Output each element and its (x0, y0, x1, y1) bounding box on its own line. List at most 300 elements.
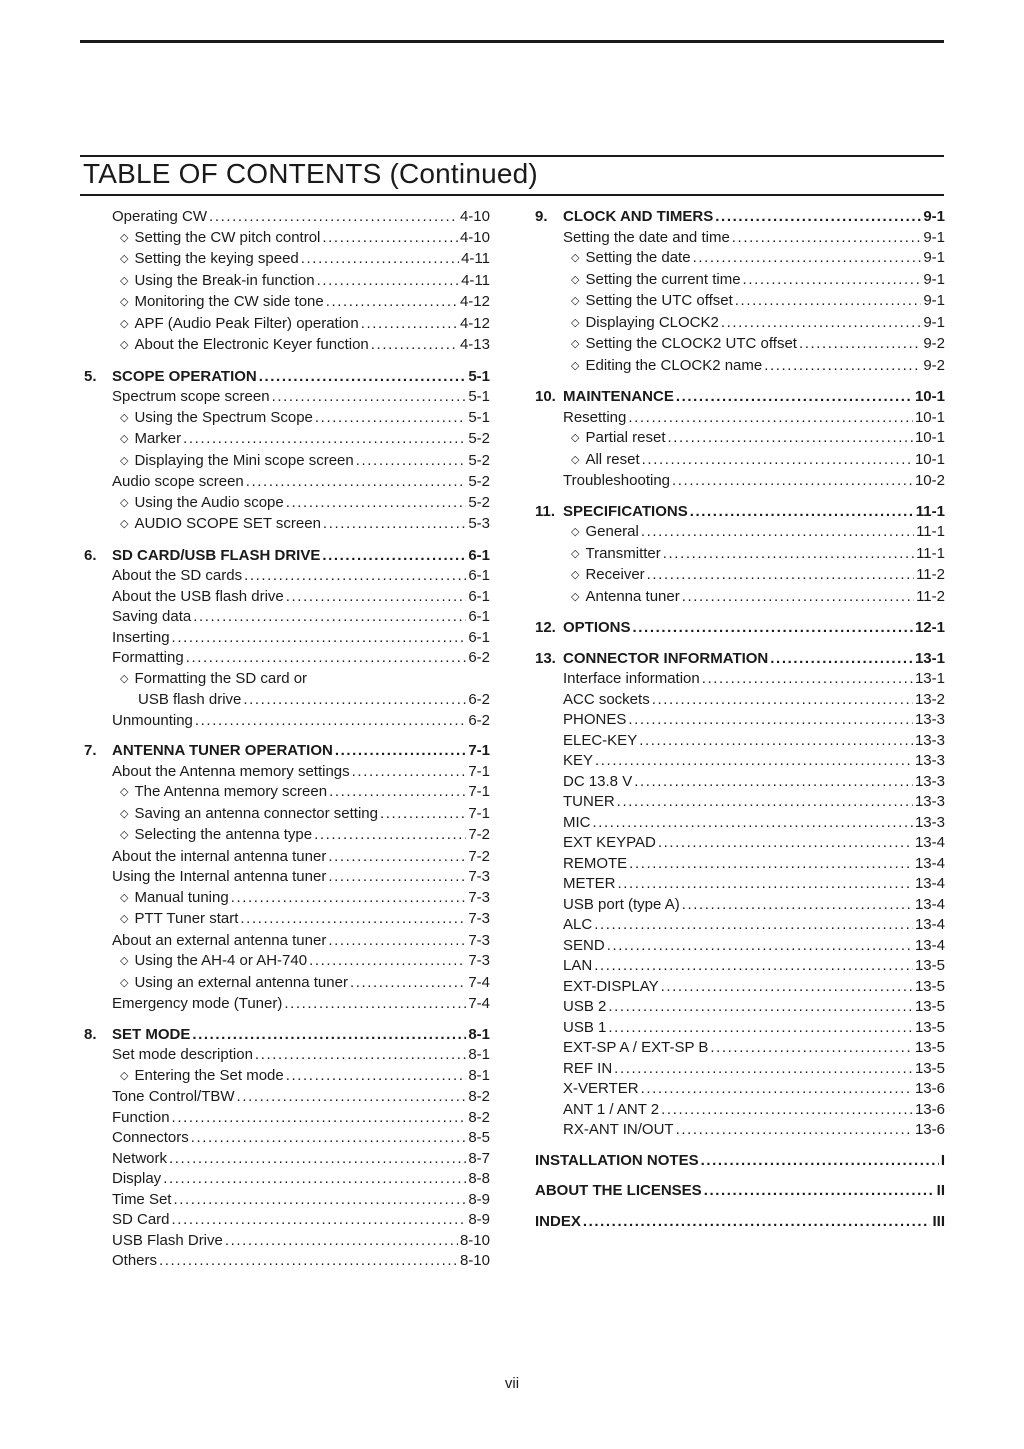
toc-entry-label: RX-ANT IN/OUT (563, 1121, 674, 1138)
toc-page-number: 6-1 (468, 567, 490, 584)
diamond-icon: ◇ (120, 433, 129, 445)
dot-leader (326, 292, 458, 313)
toc-entry (535, 334, 945, 356)
toc-columns (84, 207, 945, 1272)
toc-page-number: 13-4 (914, 834, 945, 851)
toc-page-number: 11-1 (916, 544, 945, 562)
dot-leader (583, 1212, 931, 1233)
top-rule (80, 40, 944, 43)
toc-entry (84, 762, 490, 783)
diamond-icon: ◇ (571, 338, 580, 350)
toc-page-number: 7-4 (468, 995, 490, 1012)
toc-entry (84, 1149, 490, 1170)
toc-entry (84, 292, 490, 314)
toc-entry (535, 1059, 945, 1080)
toc-entry (84, 648, 490, 669)
toc-entry (535, 248, 945, 270)
toc-page-number: 4-11 (461, 250, 490, 267)
toc-entry-label: About an external antenna tuner (112, 931, 327, 949)
dot-leader (255, 1045, 466, 1066)
dot-leader (315, 408, 466, 429)
diamond-icon: ◇ (120, 317, 129, 330)
dot-leader (641, 522, 914, 543)
toc-entry (84, 607, 490, 628)
dot-leader (690, 502, 914, 523)
toc-entry (535, 690, 945, 711)
toc-page-number: 8-2 (468, 1108, 490, 1126)
dot-leader (328, 867, 466, 888)
toc-entry (535, 792, 945, 813)
dot-leader (193, 607, 466, 628)
toc-entry (535, 1038, 945, 1059)
toc-page-number: 7-1 (468, 762, 490, 780)
page-title: TABLE OF CONTENTS (Continued) (83, 158, 538, 189)
diamond-icon: ◇ (120, 829, 129, 841)
dot-leader (633, 618, 913, 639)
dot-leader (286, 1066, 467, 1087)
toc-page-number: 4-13 (459, 336, 490, 353)
toc-page-number: 13-6 (914, 1121, 945, 1138)
dot-leader (317, 271, 460, 292)
diamond-icon: ◇ (120, 955, 129, 967)
toc-entry-label: Manual tuning (134, 888, 229, 906)
toc-entry (84, 1210, 490, 1231)
dot-leader (237, 1087, 467, 1108)
dot-leader (371, 335, 458, 356)
toc-entry (84, 1066, 490, 1088)
toc-entry (84, 493, 490, 515)
dot-leader (225, 1231, 458, 1252)
toc-entry-label: MAINTENANCE (563, 388, 674, 405)
toc-entry-label: ELEC-KEY (563, 731, 638, 749)
toc-entry-label: Audio scope screen (112, 473, 244, 490)
toc-page-number: 9-2 (923, 335, 945, 352)
toc-entry (535, 356, 945, 378)
toc-page-number: 5-2 (468, 451, 490, 469)
toc-page-number: 9-1 (923, 208, 945, 225)
toc-page-number: 8-5 (468, 1129, 490, 1146)
toc-entry-label: EXT KEYPAD (563, 834, 656, 851)
toc-entry (84, 472, 490, 493)
dot-leader (710, 1038, 913, 1059)
dot-leader (352, 762, 467, 783)
dot-leader (595, 751, 913, 772)
dot-leader (286, 587, 467, 608)
dot-leader (172, 628, 467, 649)
diamond-icon: ◇ (571, 569, 580, 581)
toc-entry (84, 1251, 490, 1272)
toc-appendix-entry (535, 1212, 945, 1233)
toc-entry (84, 1190, 490, 1211)
dot-leader (652, 690, 913, 711)
dot-leader (163, 1169, 466, 1190)
toc-page-number: 5-1 (468, 388, 490, 405)
toc-entry (535, 228, 945, 249)
dot-leader (183, 429, 466, 450)
toc-entry-label: SEND (563, 936, 605, 954)
toc-page-number: 4-10 (459, 228, 490, 246)
diamond-icon: ◇ (571, 252, 580, 264)
toc-entry-label: Using the Internal antenna tuner (112, 868, 327, 885)
toc-page-number: 5-1 (468, 408, 490, 426)
toc-entry (84, 271, 490, 293)
toc-entry (535, 772, 945, 793)
toc-entry (84, 973, 490, 995)
toc-entry (535, 565, 945, 587)
toc-entry (84, 566, 490, 587)
toc-entry (84, 847, 490, 868)
toc-entry-label: Setting the current time (585, 270, 741, 288)
toc-page-number: 13-4 (914, 936, 945, 954)
diamond-icon: ◇ (120, 786, 129, 798)
diamond-icon: ◇ (120, 231, 129, 244)
toc-page-number: 9-1 (923, 292, 945, 309)
toc-entry-label: SPECIFICATIONS (563, 502, 688, 520)
dot-leader (159, 1251, 458, 1272)
toc-entry (535, 731, 945, 752)
toc-entry (84, 1108, 490, 1129)
diamond-icon: ◇ (120, 518, 129, 530)
dot-leader (186, 648, 467, 669)
toc-page-number: 6-1 (468, 587, 490, 605)
chapter-number: 9. (535, 208, 548, 225)
diamond-icon: ◇ (120, 411, 129, 424)
dot-leader (608, 997, 913, 1018)
dot-leader (172, 1210, 467, 1231)
dot-leader (639, 731, 913, 752)
toc-page-number: 8-9 (468, 1190, 490, 1208)
dot-leader (799, 334, 921, 355)
toc-entry (535, 936, 945, 957)
toc-page-number: 4-10 (459, 208, 490, 225)
diamond-icon: ◇ (120, 253, 129, 265)
toc-entry (535, 522, 945, 544)
diamond-icon: ◇ (571, 590, 580, 603)
toc-entry (535, 895, 945, 916)
toc-entry-label: General (585, 523, 639, 540)
dot-leader (314, 825, 466, 846)
toc-page-number: 13-3 (914, 752, 945, 769)
toc-entry (535, 544, 945, 566)
toc-entry-label: USB Flash Drive (112, 1231, 223, 1249)
dot-leader (735, 291, 922, 312)
diamond-icon: ◇ (120, 274, 129, 287)
toc-page-number: 8-9 (468, 1211, 490, 1228)
toc-page-number: 9-1 (923, 313, 945, 331)
toc-page-number: 13-3 (914, 793, 945, 810)
toc-entry-label: SCOPE OPERATION (112, 367, 257, 385)
toc-page-number: 13-4 (914, 854, 945, 872)
toc-page-number: 10-1 (914, 429, 945, 446)
toc-page-number: 5-2 (468, 493, 490, 511)
dot-leader (658, 833, 913, 854)
toc-entry-label: USB 2 (563, 998, 607, 1015)
dot-leader (661, 977, 913, 998)
toc-page-number: 7-3 (468, 910, 490, 927)
dot-leader (195, 711, 466, 732)
toc-entry (84, 1128, 490, 1149)
toc-chapter-entry (84, 1025, 490, 1046)
toc-page-number: 13-4 (914, 916, 945, 933)
chapter-number: 8. (84, 1025, 97, 1043)
toc-entry (535, 587, 945, 609)
dot-leader (243, 690, 466, 711)
toc-appendix-entry (535, 1151, 945, 1172)
toc-entry-label: X-VERTER (563, 1080, 639, 1097)
toc-entry-label: Receiver (585, 566, 645, 583)
dot-leader (173, 1190, 466, 1211)
toc-page-number: 4-12 (459, 293, 490, 310)
toc-entry (535, 874, 945, 895)
toc-entry (84, 314, 490, 336)
toc-page-number: 13-5 (914, 1018, 945, 1036)
toc-entry-label: Function (112, 1108, 170, 1126)
dot-leader (668, 428, 913, 449)
toc-entry-label: About the internal antenna tuner (112, 847, 327, 865)
diamond-icon: ◇ (571, 547, 580, 560)
dot-leader (594, 915, 913, 936)
toc-page-number: 6-2 (468, 649, 490, 666)
dot-leader (259, 367, 467, 388)
toc-page-number: 13-6 (914, 1080, 945, 1097)
toc-entry-label: Network (112, 1149, 168, 1167)
toc-page-number: 12-1 (914, 619, 945, 636)
toc-page-number: 13-4 (914, 875, 945, 892)
dot-leader (770, 649, 913, 670)
dot-leader (272, 387, 467, 408)
toc-chapter-entry (535, 649, 945, 670)
dot-leader (721, 313, 921, 334)
dot-leader (356, 451, 467, 472)
toc-entry-label: The Antenna memory screen (134, 783, 328, 800)
toc-appendix-entry (535, 1181, 945, 1202)
dot-leader (743, 270, 922, 291)
toc-entry-label: SET MODE (112, 1025, 191, 1043)
toc-entry-label: Formatting the SD card or (134, 669, 308, 687)
toc-entry-label: Marker (134, 430, 182, 447)
toc-page-number: 9-1 (923, 249, 945, 266)
diamond-icon: ◇ (120, 976, 129, 989)
toc-page-number: 13-5 (914, 1039, 945, 1056)
toc-page-number: I (940, 1151, 945, 1169)
toc-entry-label: Editing the CLOCK2 name (585, 356, 763, 374)
toc-entry-label: Interface information (563, 670, 700, 687)
toc-page-number: 13-3 (914, 731, 945, 749)
toc-entry (84, 1231, 490, 1252)
toc-entry (84, 994, 490, 1015)
toc-entry-label: Using the Spectrum Scope (134, 408, 313, 426)
toc-page-number: 7-2 (468, 847, 490, 865)
toc-chapter-entry (535, 502, 945, 523)
toc-entry (535, 1100, 945, 1121)
toc-entry-label: ABOUT THE LICENSES (535, 1182, 702, 1199)
toc-chapter-entry (84, 546, 490, 567)
dot-leader (286, 493, 467, 514)
dot-leader (172, 1108, 467, 1129)
toc-entry (84, 228, 490, 250)
toc-entry-label: Spectrum scope screen (112, 388, 270, 405)
toc-page-number: II (936, 1182, 945, 1199)
dot-leader (246, 472, 467, 493)
dot-leader (192, 1025, 466, 1046)
toc-page-number: 11-1 (915, 502, 945, 520)
diamond-icon: ◇ (571, 432, 580, 444)
toc-entry (84, 429, 490, 451)
dot-leader (628, 408, 913, 429)
dot-leader (715, 207, 921, 228)
toc-page-number: 4-12 (459, 314, 490, 332)
toc-entry (84, 909, 490, 931)
toc-entry-label: ALC (563, 916, 593, 933)
toc-entry-label: ACC sockets (563, 690, 650, 708)
dot-leader (322, 546, 466, 567)
toc-entry-label: About the USB flash drive (112, 587, 284, 605)
dot-leader (335, 741, 466, 762)
toc-entry-label: Setting the date (585, 249, 691, 266)
diamond-icon: ◇ (120, 807, 129, 820)
toc-entry-label: REMOTE (563, 854, 628, 872)
toc-entry (84, 669, 490, 691)
diamond-icon: ◇ (120, 296, 129, 308)
toc-entry (535, 1018, 945, 1039)
toc-page-number: 10-2 (914, 472, 945, 489)
dot-leader (701, 1151, 939, 1172)
toc-entry-label: Troubleshooting (563, 472, 671, 489)
dot-leader (614, 1059, 913, 1080)
toc-column-left (84, 207, 490, 1272)
toc-entry-label: EXT-SP A / EXT-SP B (563, 1039, 709, 1056)
toc-entry (84, 1045, 490, 1066)
toc-page-number: 5-1 (468, 367, 490, 385)
dot-leader (169, 1149, 466, 1170)
toc-page-number: 6-1 (468, 546, 490, 564)
toc-page-number: 8-10 (459, 1252, 490, 1269)
toc-entry-label: Setting the UTC offset (585, 292, 733, 309)
toc-entry-label: Setting the CW pitch control (134, 228, 321, 246)
dot-leader (328, 931, 466, 952)
toc-entry-label: Unmounting (112, 711, 193, 729)
dot-leader (618, 874, 913, 895)
toc-entry-label: SD Card (112, 1211, 170, 1228)
toc-page-number: 5-2 (468, 430, 490, 447)
toc-entry-label: Using the AH-4 or AH-740 (134, 952, 308, 969)
toc-entry-label: EXT-DISPLAY (563, 977, 659, 995)
dot-leader (380, 804, 466, 825)
toc-entry-label: Setting the date and time (563, 228, 730, 246)
toc-entry-label: All reset (585, 450, 640, 468)
toc-page-number: 7-3 (468, 868, 490, 885)
toc-page-number: 7-3 (468, 931, 490, 949)
toc-page-number: 8-1 (468, 1025, 490, 1043)
toc-entry-label: PHONES (563, 711, 627, 728)
dot-leader (693, 248, 922, 269)
toc-entry (535, 291, 945, 313)
diamond-icon: ◇ (120, 672, 129, 685)
toc-entry (535, 710, 945, 731)
toc-entry (84, 1169, 490, 1190)
dot-leader (244, 566, 466, 587)
toc-page-number: 9-1 (923, 228, 945, 246)
dot-leader (191, 1128, 467, 1149)
toc-entry (535, 313, 945, 335)
toc-page-number: 11-2 (916, 587, 945, 605)
toc-page-number: 13-5 (914, 1059, 945, 1077)
diamond-icon: ◇ (571, 295, 580, 307)
toc-entry-label: Displaying the Mini scope screen (134, 451, 354, 469)
toc-entry (535, 1120, 945, 1141)
toc-page-number: 11-2 (916, 566, 945, 583)
toc-page-number: 7-1 (468, 783, 490, 800)
toc-entry (535, 977, 945, 998)
dot-leader (284, 994, 466, 1015)
toc-page-number: 7-3 (468, 888, 490, 906)
toc-entry-label: Using the Audio scope (134, 493, 284, 511)
dot-leader (617, 792, 913, 813)
toc-page-number: 13-1 (914, 670, 945, 687)
toc-entry (84, 1087, 490, 1108)
toc-page-number: 6-2 (468, 691, 490, 708)
toc-column-right (535, 207, 945, 1272)
diamond-icon: ◇ (571, 316, 580, 329)
chapter-number: 12. (535, 619, 556, 636)
toc-entry (84, 587, 490, 608)
diamond-icon: ◇ (571, 359, 580, 372)
toc-page-number: 6-1 (468, 608, 490, 625)
toc-entry-label: DC 13.8 V (563, 772, 633, 790)
chapter-number: 10. (535, 388, 556, 405)
dot-leader (682, 895, 913, 916)
diamond-icon: ◇ (120, 913, 129, 925)
chapter-number: 13. (535, 649, 556, 667)
toc-entry (535, 428, 945, 450)
toc-page-number: 10-1 (914, 450, 945, 468)
toc-entry (84, 207, 490, 228)
toc-page-number: 13-4 (914, 895, 945, 913)
toc-page-number: 4-11 (461, 271, 490, 289)
toc-entry-label: Operating CW (112, 208, 208, 225)
toc-page-number: 8-8 (468, 1170, 490, 1187)
dot-leader (593, 813, 913, 834)
toc-entry (535, 471, 945, 492)
toc-entry (84, 249, 490, 271)
toc-chapter-entry (535, 207, 945, 228)
diamond-icon: ◇ (571, 453, 580, 466)
dot-leader (629, 854, 913, 875)
toc-entry-label: About the Antenna memory settings (112, 762, 350, 780)
chapter-number: 7. (84, 742, 97, 759)
toc-entry (535, 408, 945, 429)
toc-page-number: 9-1 (923, 270, 945, 288)
toc-entry-label: USB port (type A) (563, 895, 680, 913)
toc-entry-label: Transmitter (585, 544, 661, 562)
toc-entry-label: Inserting (112, 628, 170, 646)
toc-entry-label: OPTIONS (563, 619, 631, 636)
dot-leader (634, 772, 913, 793)
toc-entry-label: Entering the Set mode (134, 1066, 284, 1084)
toc-page-number: 13-1 (914, 649, 945, 667)
toc-page-number: 13-3 (914, 711, 945, 728)
diamond-icon: ◇ (571, 526, 580, 538)
toc-entry-label: Saving an antenna connector setting (134, 804, 378, 822)
toc-entry-label: Setting the keying speed (134, 250, 299, 267)
toc-entry (535, 450, 945, 472)
dot-leader (594, 956, 913, 977)
toc-entry (535, 915, 945, 936)
toc-entry (535, 813, 945, 834)
dot-leader (702, 669, 913, 690)
toc-page-number: 6-1 (468, 628, 490, 646)
toc-entry-label: Displaying CLOCK2 (585, 313, 719, 331)
